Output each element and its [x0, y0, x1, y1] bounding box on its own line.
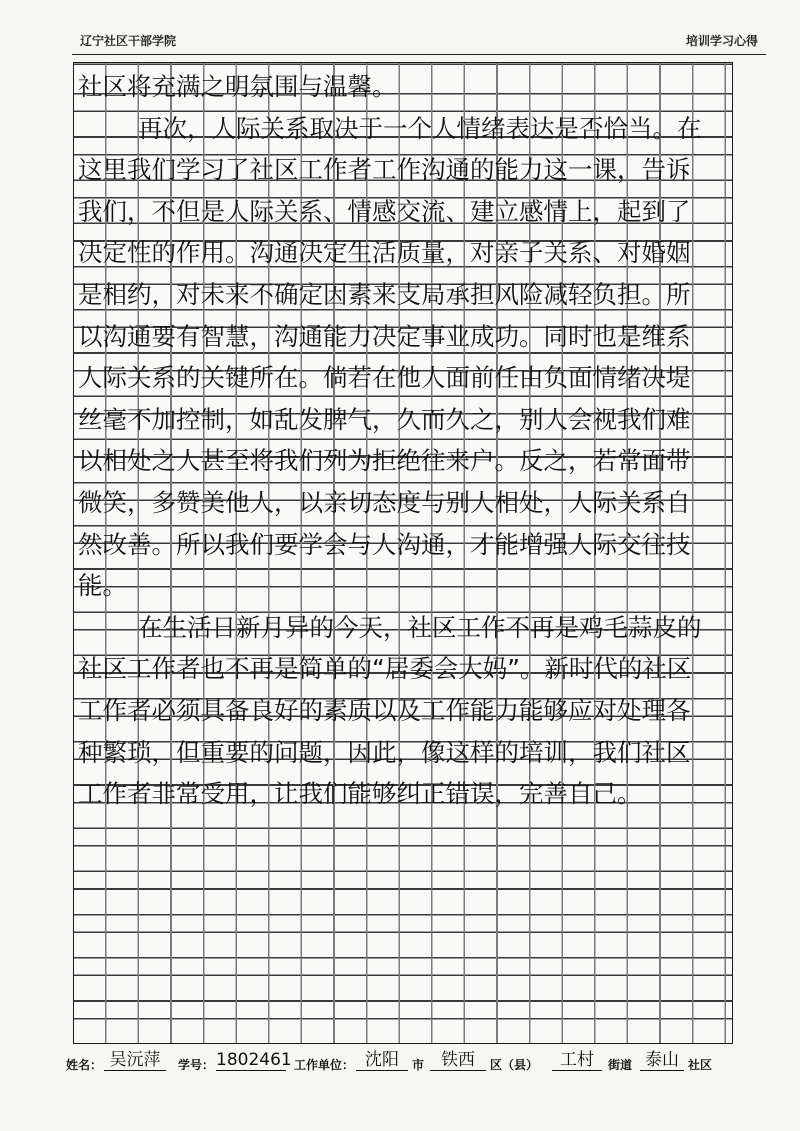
district-value: 铁西	[430, 1050, 486, 1071]
text-line: 微笑，多赞美他人，以亲切态度与别人相处，人际关系自	[78, 487, 691, 517]
text-line: 工作者必须具备良好的素质以及工作能力能够应对处理各	[78, 695, 691, 725]
city-value: 沈阳	[356, 1050, 408, 1071]
community-suffix: 社区	[688, 1058, 713, 1072]
text-line: 人际关系的关键所在。倘若在他人面前任由负面情绪决堤	[78, 363, 691, 393]
text-line: 以沟通要有智慧，沟通能力决定事业成功。同时也是维系	[78, 321, 691, 351]
text-line: 我们，不但是人际关系、情感交流、建立感情上，起到了	[78, 196, 691, 226]
text-line: 工作者非常受用，让我们能够纠正错误，完善自己。	[78, 779, 642, 809]
text-line: 丝毫不加控制，如乱发脾气，久而久之，别人会视我们难	[78, 404, 691, 434]
header-rule	[72, 54, 766, 55]
text-line: 以相处之人甚至将我们列为拒绝往来户。反之，若常面带	[78, 446, 691, 476]
text-line: 是相约，对未来不确定因素来支局承担风险减轻负担。所	[78, 279, 691, 309]
name-label: 姓名：	[66, 1058, 103, 1072]
handwritten-text-body	[78, 62, 730, 811]
organization-name: 辽宁社区干部学院	[80, 34, 177, 48]
text-line: 再次，人际关系取决于一个人情绪表达是否恰当。在	[138, 113, 702, 143]
text-line: 社区工作者也不再是简单的“居委会大妈”。新时代的社区	[78, 654, 692, 684]
street-value: 泰山	[640, 1050, 684, 1071]
text-line: 能。	[78, 571, 127, 601]
text-line: 这里我们学习了社区工作者工作沟通的能力这一课，告诉	[78, 155, 691, 185]
city-suffix: 市	[412, 1058, 425, 1072]
text-line: 然改善。所以我们要学会与人沟通，才能增强人际交往技	[78, 529, 691, 559]
signature-footer	[66, 1050, 746, 1080]
text-line: 在生活日新月异的今天，社区工作不再是鸡毛蒜皮的	[138, 612, 702, 642]
district-suffix: 区（县）	[490, 1058, 539, 1072]
document-title: 培训学习心得	[685, 34, 758, 48]
text-line: 种繁琐，但重要的问题，因此，像这样的培训，我们社区	[78, 737, 691, 767]
student-id-label: 学号：	[178, 1058, 215, 1072]
student-id-value: 1802461	[216, 1050, 292, 1070]
text-line: 决定性的作用。沟通决定生活质量，对亲子关系、对婚姻	[78, 238, 691, 268]
village-value: 工村	[552, 1050, 602, 1071]
work-unit-label: 工作单位：	[294, 1058, 355, 1072]
page-header	[62, 30, 766, 54]
name-value: 吴沅萍	[104, 1050, 166, 1071]
text-line: 社区将充满之明氛围与温馨。	[78, 72, 397, 101]
street-suffix: 街道	[608, 1058, 633, 1072]
